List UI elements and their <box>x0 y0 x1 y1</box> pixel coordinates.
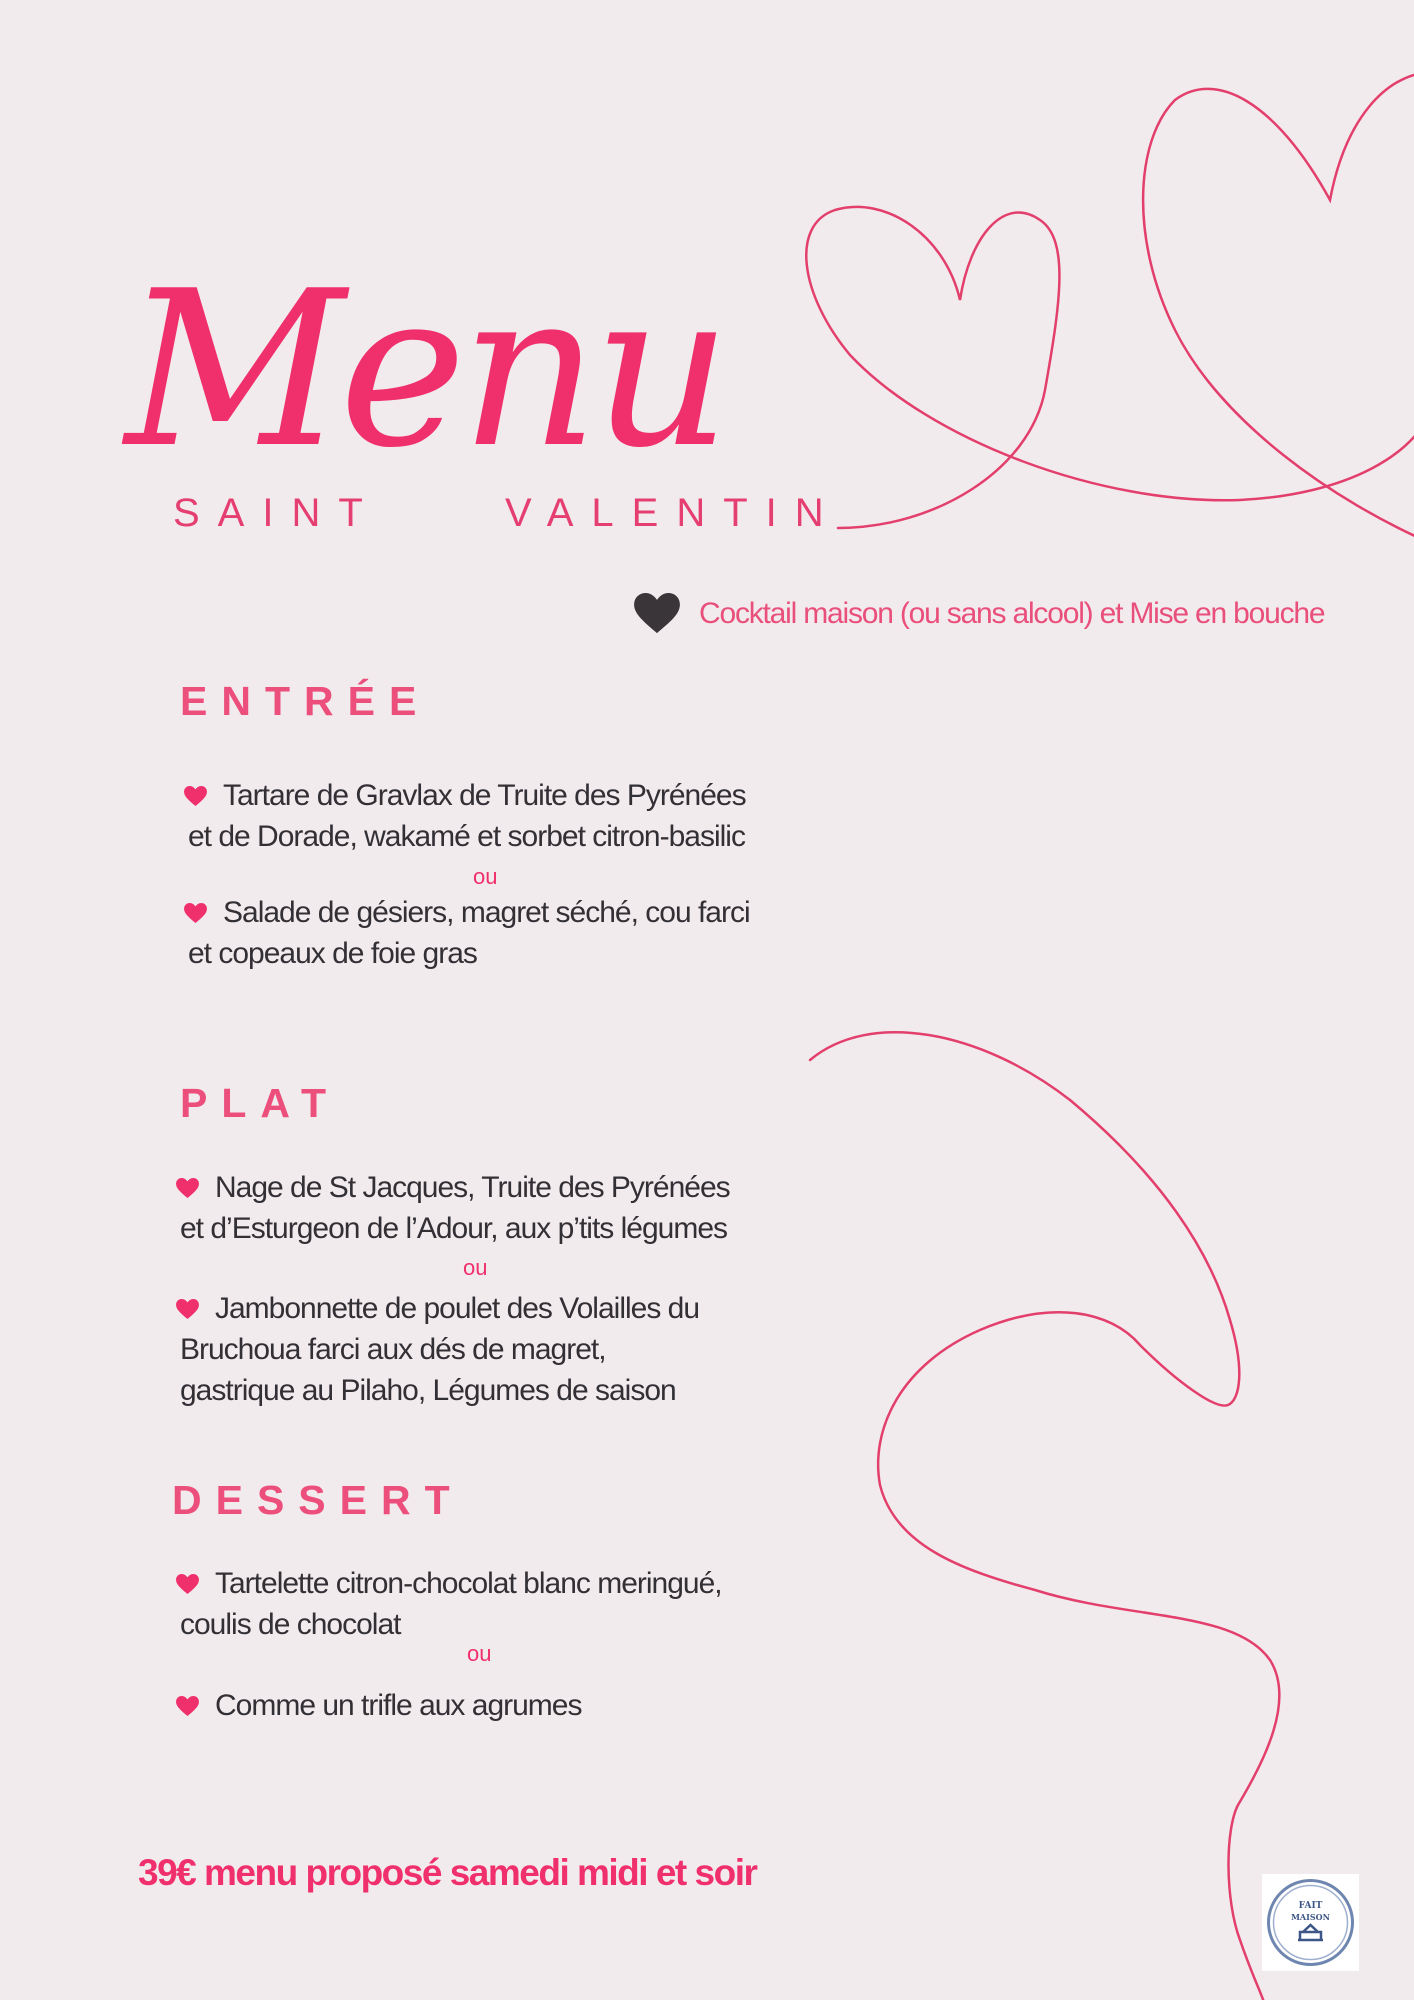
entree-item-2 <box>188 892 750 974</box>
plat-item-2 <box>180 1288 699 1411</box>
plat-item-2-line-2: Bruchoua farci aux dés de magret, <box>180 1333 606 1366</box>
plat-item-1 <box>180 1167 730 1249</box>
dessert-item-1-line-1: Tartelette citron-chocolat blanc meringué, <box>215 1567 722 1600</box>
svg-text:FAIT: FAIT <box>1298 1901 1323 1911</box>
cocktail-line: Cocktail maison (ou sans alcool) et Mise en bouche <box>699 597 1325 630</box>
fait-maison-logo-graphic <box>1262 1874 1359 1971</box>
subtitle-saint: SAINT <box>173 491 381 535</box>
dessert-item-1-line-2: coulis de chocolat <box>180 1608 401 1641</box>
dessert-item-2 <box>180 1685 582 1726</box>
price-line: 39€ menu proposé samedi midi et soir <box>138 1852 757 1893</box>
section-title-dessert: DESSERT <box>172 1477 464 1523</box>
section-title-plat: PLAT <box>180 1080 341 1126</box>
dessert-item-2-line-1: Comme un trifle aux agrumes <box>215 1689 582 1722</box>
menu-title: Menu <box>125 244 726 495</box>
heart-icon <box>634 593 680 635</box>
dessert-item-1 <box>180 1563 722 1645</box>
plat-item-1-line-1: Nage de St Jacques, Truite des Pyrénées <box>215 1171 730 1204</box>
plat-or: ou <box>463 1255 488 1280</box>
entree-item-1-line-2: et de Dorade, wakamé et sorbet citron-basilic <box>188 820 745 853</box>
plat-item-2-line-3: gastrique au Pilaho, Légumes de saison <box>180 1374 676 1407</box>
fait-maison-logo <box>1262 1874 1359 1971</box>
entree-item-2-line-1: Salade de gésiers, magret séché, cou farci <box>223 896 750 929</box>
plat-item-2-line-1: Jambonnette de poulet des Volailles du <box>215 1292 700 1325</box>
subtitle-valentin: VALENTIN <box>505 491 842 535</box>
svg-text:MAISON: MAISON <box>1291 1912 1330 1922</box>
entree-or: ou <box>473 864 498 889</box>
plat-item-1-line-2: et d’Esturgeon de l’Adour, aux p’tits légumes <box>180 1212 728 1245</box>
entree-item-1 <box>188 775 746 857</box>
entree-item-1-line-1: Tartare de Gravlax de Truite des Pyrénées <box>223 779 746 812</box>
entree-item-2-line-2: et copeaux de foie gras <box>188 937 477 970</box>
dessert-or: ou <box>467 1641 492 1666</box>
section-title-entree: ENTRÉE <box>180 678 431 724</box>
